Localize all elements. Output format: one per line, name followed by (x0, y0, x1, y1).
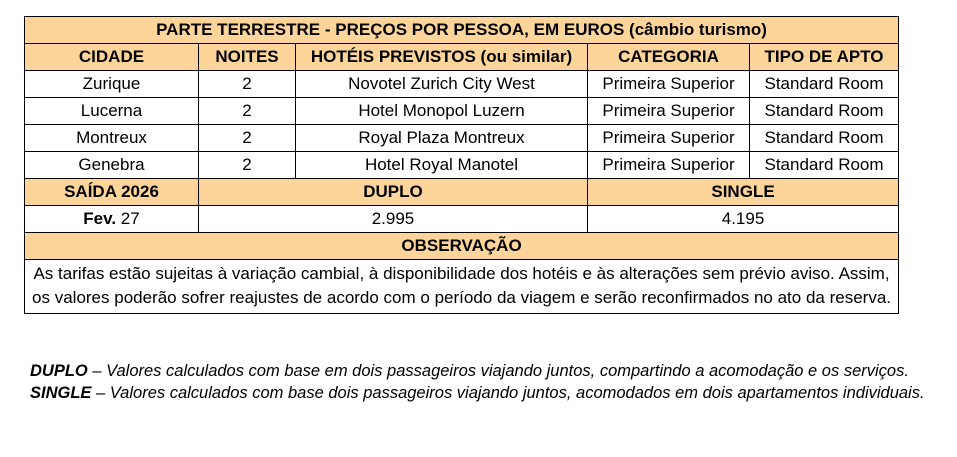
header-saida: SAÍDA 2026 (25, 179, 199, 206)
cell-noites: 2 (199, 98, 296, 125)
cell-noites: 2 (199, 152, 296, 179)
header-noites: NOITES (199, 44, 296, 71)
pricing-table (24, 16, 899, 314)
cell-tipo: Standard Room (750, 98, 899, 125)
header-duplo: DUPLO (199, 179, 588, 206)
cell-categoria: Primeira Superior (588, 125, 750, 152)
price-header-row (25, 179, 899, 206)
price-row (25, 206, 899, 233)
header-tipo-apto: TIPO DE APTO (750, 44, 899, 71)
cell-hotel: Royal Plaza Montreux (296, 125, 588, 152)
table-row (25, 98, 899, 125)
header-hoteis: HOTÉIS PREVISTOS (ou similar) (296, 44, 588, 71)
cell-single-price: 4.195 (588, 206, 899, 233)
header-cidade: CIDADE (25, 44, 199, 71)
note-duplo (30, 360, 925, 382)
cell-noites: 2 (199, 125, 296, 152)
table-row (25, 152, 899, 179)
note-single-text: – Valores calculados com base dois passageiros viajando juntos, acomodados em dois apartamentos individuais. (91, 384, 925, 402)
note-single (30, 382, 925, 404)
cell-saida-date (25, 206, 199, 233)
cell-tipo: Standard Room (750, 152, 899, 179)
table-title: PARTE TERRESTRE - PREÇOS POR PESSOA, EM EUROS (câmbio turismo) (25, 17, 899, 44)
note-single-label: SINGLE (30, 384, 92, 402)
cell-hotel: Novotel Zurich City West (296, 71, 588, 98)
observacao-heading: OBSERVAÇÃO (25, 233, 899, 260)
cell-categoria: Primeira Superior (588, 71, 750, 98)
cell-tipo: Standard Room (750, 71, 899, 98)
note-duplo-text: – Valores calculados com base em dois passageiros viajando juntos, compartindo a acomodação e os serviços. (87, 362, 909, 380)
saida-day: 27 (120, 209, 140, 228)
column-header-row (25, 44, 899, 71)
cell-noites: 2 (199, 71, 296, 98)
cell-duplo-price: 2.995 (199, 206, 588, 233)
cell-categoria: Primeira Superior (588, 152, 750, 179)
table-row (25, 125, 899, 152)
saida-month: Fev. (83, 209, 117, 228)
cell-hotel: Hotel Royal Manotel (296, 152, 588, 179)
cell-cidade: Genebra (25, 152, 199, 179)
note-duplo-label: DUPLO (30, 362, 88, 380)
cell-categoria: Primeira Superior (588, 98, 750, 125)
footnotes (30, 360, 925, 404)
observacao-text: As tarifas estão sujeitas à variação cambial, à disponibilidade dos hotéis e às alterações sem prévio aviso. Assim, os valores poderão sofrer reajustes de acordo com o período da viagem e serão reconfirmados no ato da reserva. (25, 260, 899, 314)
cell-hotel: Hotel Monopol Luzern (296, 98, 588, 125)
header-single: SINGLE (588, 179, 899, 206)
cell-cidade: Zurique (25, 71, 199, 98)
cell-cidade: Lucerna (25, 98, 199, 125)
cell-tipo: Standard Room (750, 125, 899, 152)
cell-cidade: Montreux (25, 125, 199, 152)
header-categoria: CATEGORIA (588, 44, 750, 71)
table-row (25, 71, 899, 98)
